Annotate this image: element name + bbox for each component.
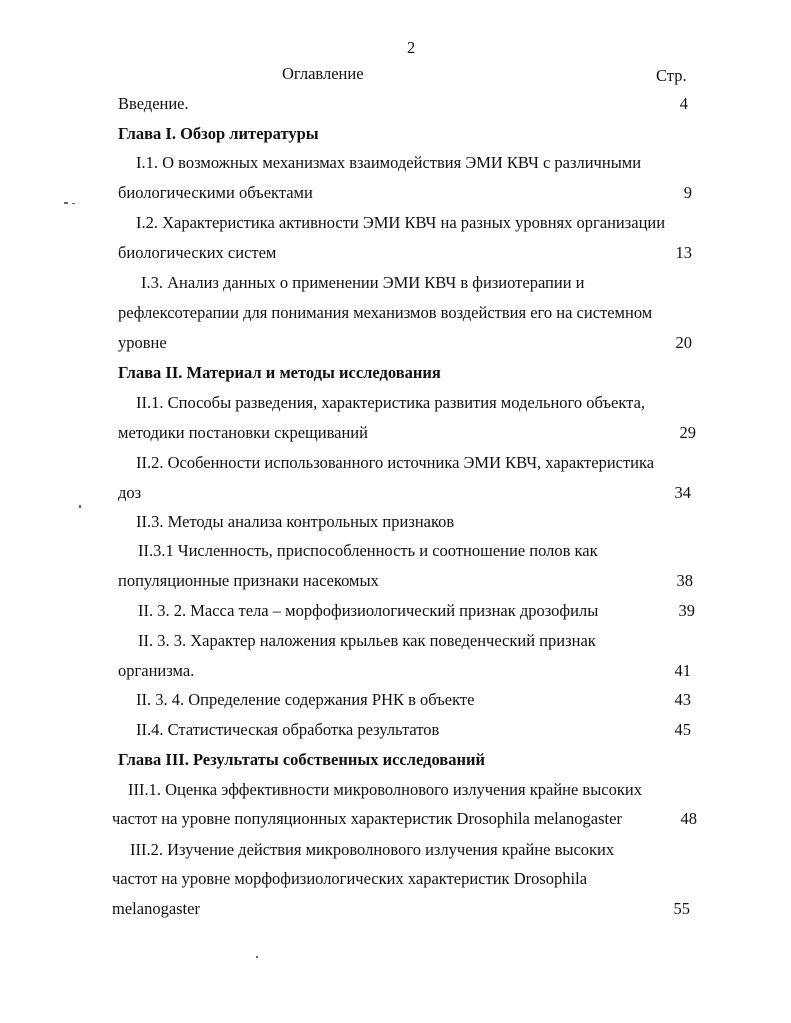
toc-entry-2-3-3-cont: организма. bbox=[118, 661, 195, 680]
toc-page: 39 bbox=[678, 601, 695, 620]
toc-entry-2-3-4: II. 3. 4. Определение содержания РНК в объекте bbox=[136, 690, 475, 709]
scan-speck bbox=[72, 203, 75, 204]
toc-entry-3-2-cont: частот на уровне морфофизиологических характеристик Drosophila bbox=[112, 869, 588, 888]
toc-title: Оглавление bbox=[282, 64, 364, 83]
toc-entry-3-2: III.2. Изучение действия микроволнового излучения крайне высоких bbox=[130, 840, 615, 859]
scan-speck bbox=[79, 505, 81, 508]
toc-page: 38 bbox=[676, 571, 693, 590]
toc-entry-1-2-cont: биологических систем bbox=[118, 243, 277, 262]
toc-entry-1-2: I.2. Характеристика активности ЭМИ КВЧ на разных уровнях организации bbox=[136, 213, 666, 232]
toc-entry-2-3: II.3. Методы анализа контрольных признаков bbox=[136, 512, 455, 531]
toc-page: 55 bbox=[673, 899, 690, 918]
toc-entry-3-1-cont: частот на уровне популяционных характеристик Drosophila melanogaster bbox=[112, 809, 622, 828]
toc-entry-2-3-1-cont: популяционные признаки насекомых bbox=[118, 571, 379, 590]
toc-entry-1-1: I.1. О возможных механизмах взаимодействия ЭМИ КВЧ с различными bbox=[136, 153, 642, 172]
page-column-header: Стр. bbox=[656, 66, 687, 85]
toc-entry-2-3-1: II.3.1 Численность, приспособленность и соотношение полов как bbox=[138, 541, 598, 560]
toc-page: 4 bbox=[679, 94, 688, 113]
chapter-1-title: Глава I. Обзор литературы bbox=[118, 124, 319, 143]
toc-page: 9 bbox=[683, 183, 692, 202]
chapter-2-title: Глава II. Материал и методы исследования bbox=[118, 363, 441, 382]
toc-entry-1-1-cont: биологическими объектами bbox=[118, 183, 313, 202]
toc-entry-2-1: II.1. Способы разведения, характеристика развития модельного объекта, bbox=[136, 393, 646, 412]
toc-page: 43 bbox=[674, 690, 691, 709]
toc-entry-2-2-cont: доз bbox=[118, 483, 142, 502]
toc-entry-1-3-cont2: уровне bbox=[118, 333, 167, 352]
toc-entry-2-1-cont: методики постановки скрещиваний bbox=[118, 423, 368, 442]
toc-entry-1-3: I.3. Анализ данных о применении ЭМИ КВЧ в физиотерапии и bbox=[141, 273, 585, 292]
toc-page: 45 bbox=[674, 720, 691, 739]
toc-page: 48 bbox=[680, 809, 697, 828]
toc-entry-3-2-cont2: melanogaster bbox=[112, 899, 200, 918]
toc-page: 41 bbox=[674, 661, 691, 680]
toc-entry-intro: Введение. bbox=[118, 94, 189, 113]
toc-entry-1-3-cont: рефлексотерапии для понимания механизмов воздействия его на системном bbox=[118, 303, 653, 322]
scan-speck bbox=[64, 202, 68, 204]
toc-entry-2-2: II.2. Особенности использованного источника ЭМИ КВЧ, характеристика bbox=[136, 453, 655, 472]
toc-page: 20 bbox=[675, 333, 692, 352]
toc-entry-2-4: II.4. Статистическая обработка результатов bbox=[136, 720, 440, 739]
toc-page: 29 bbox=[679, 423, 696, 442]
toc-page: 34 bbox=[674, 483, 691, 502]
page-number: 2 bbox=[407, 38, 416, 57]
toc-entry-2-3-2: II. 3. 2. Масса тела – морфофизиологический признак дрозофилы bbox=[138, 601, 599, 620]
toc-page: 13 bbox=[675, 243, 692, 262]
scan-speck bbox=[256, 956, 258, 958]
toc-entry-3-1: III.1. Оценка эффективности микроволнового излучения крайне высоких bbox=[128, 780, 642, 799]
chapter-3-title: Глава III. Результаты собственных исследований bbox=[118, 750, 485, 769]
toc-entry-2-3-3: II. 3. 3. Характер наложения крыльев как поведенческий признак bbox=[138, 631, 596, 650]
